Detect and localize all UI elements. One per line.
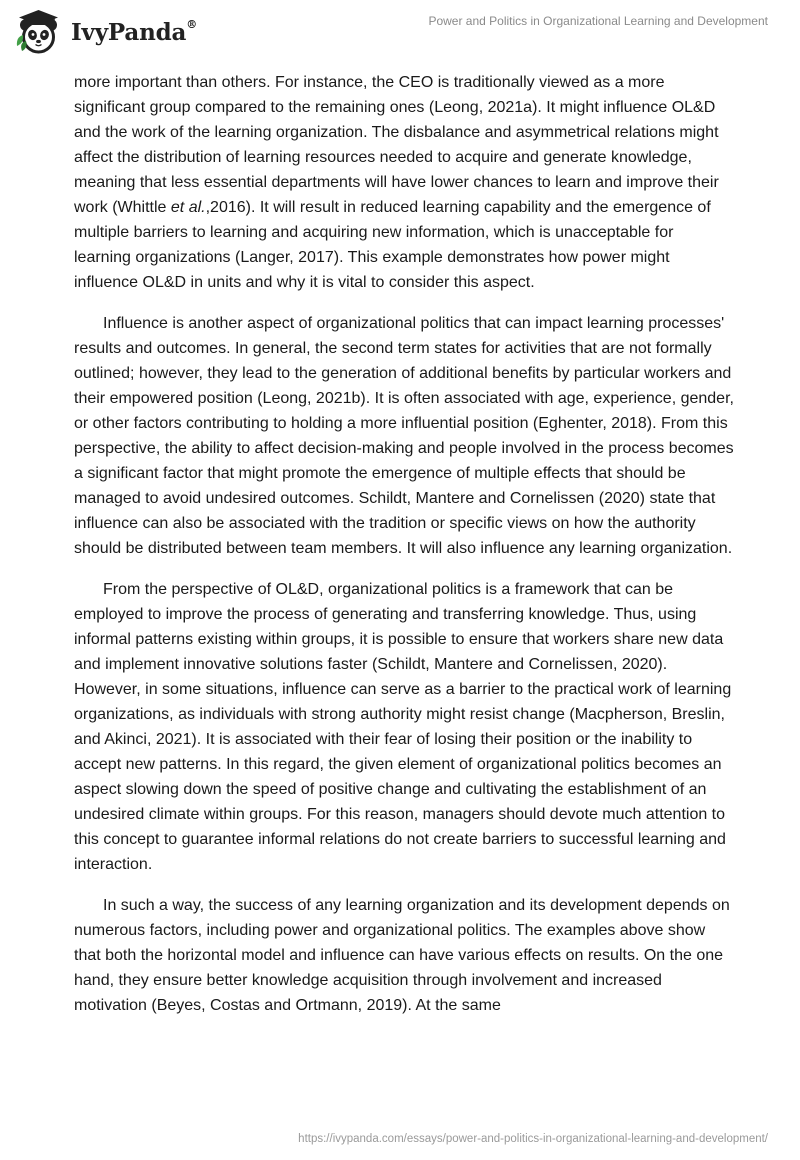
source-url[interactable]: https://ivypanda.com/essays/power-and-politics-in-organizational-learning-and-development/ — [298, 1133, 768, 1145]
page-header — [0, 0, 800, 70]
essay-body — [74, 70, 734, 1034]
paragraph: Influence is another aspect of organizational politics that can impact learning processes' results and outcomes. In general, the second term states for activities that are not formally outlined; however, they lead to the generation of additional benefits by particular workers and their empowered position (Leong, 2021b). It is often associated with age, experience, gender, or other factors contributing to holding a more influential position (Eghenter, 2018). From this perspective, the ability to affect decision-making and people involved in the process becomes a significant factor that might promote the emergence of multiple effects that should be managed to avoid undesired outcomes. Schildt, Mantere and Cornelissen (2020) state that influence can also be associated with the tradition or specific views on how the authority should be distributed between team members. It will also influence any learning organization. — [74, 315, 734, 557]
brand-name: IvyPanda® — [71, 17, 197, 46]
panda-logo-icon — [14, 6, 66, 58]
paragraph: From the perspective of OL&D, organizational politics is a framework that can be employed to improve the process of generating and transferring knowledge. Thus, using informal patterns existing within groups, it is possible to ensure that workers share new data and implement innovative solutions faster (Schildt, Mantere and Cornelissen, 2020). However, in some situations, influence can serve as a barrier to the practical work of learning organizations, as individuals with strong authority might resist change (Macpherson, Breslin, and Akinci, 2021). It is associated with their fear of losing their position or the inability to accept new patterns. In this regard, the given element of organizational politics becomes an aspect slowing down the speed of positive change and cultivating the establishment of an undesired climate within groups. For this reason, managers should devote much attention to this concept to guarantee informal relations do not create barriers to successful learning and interaction. — [74, 581, 732, 873]
ivypanda-logo[interactable] — [14, 6, 197, 58]
paragraph: more important than others. For instance, the CEO is traditionally viewed as a more significant group compared to the remaining ones (Leong, 2021a). It might influence OL&D and the work of the learning organization. The disbalance and asymmetrical relations might affect the distribution of learning resources needed to acquire and generate knowledge, meaning that less essential departments will have lower chances to learn and improve their work (Whittle et al.,2016). It will result in reduced learning capability and the emergence of multiple barriers to learning and acquiring new information, which is unacceptable for learning organizations (Langer, 2017). This example demonstrates how power might influence OL&D in units and why it is vital to consider this aspect. — [74, 74, 719, 291]
document-title: Power and Politics in Organizational Learning and Development — [428, 14, 768, 28]
paragraph: In such a way, the success of any learning organization and its development depends on numerous factors, including power and organizational politics. The examples above show that both the horizontal model and influence can have various effects on results. On the one hand, they ensure better knowledge acquisition through involvement and increased motivation (Beyes, Costas and Ortmann, 2019). At the same — [74, 897, 730, 1014]
registered-mark: ® — [186, 17, 197, 31]
